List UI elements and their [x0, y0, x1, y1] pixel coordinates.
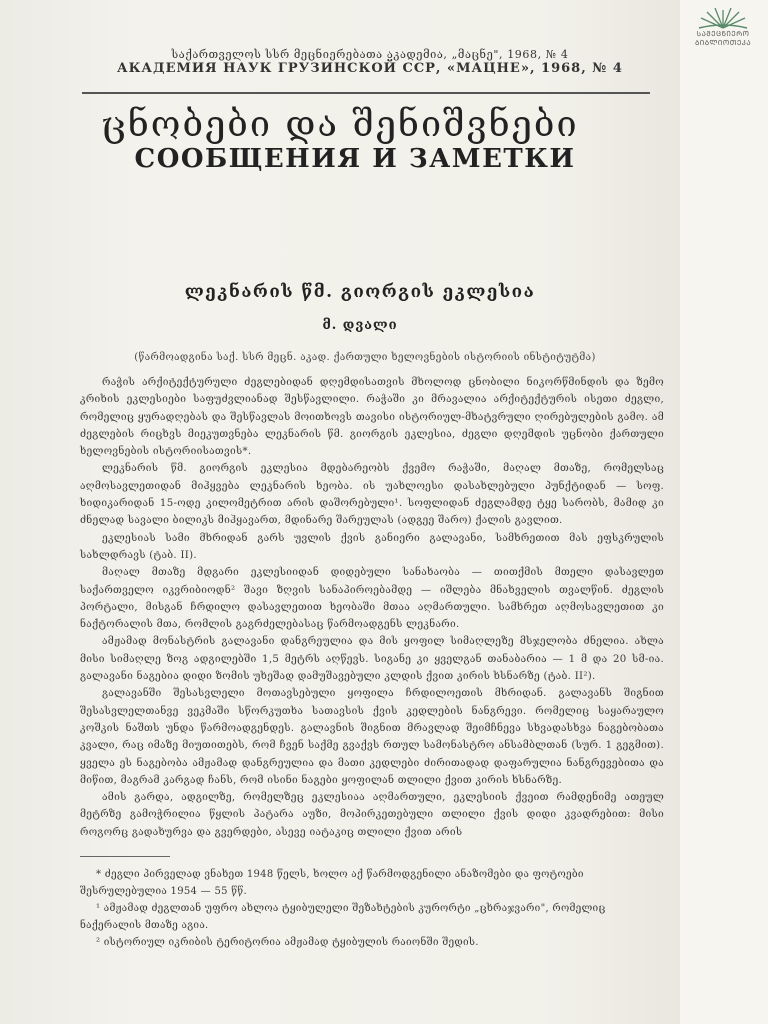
- section-title-russian: СООБЩЕНИЯ И ЗАМЕТКИ: [134, 144, 576, 174]
- footnote: ² ისტორიულ იკრიბის ტერიტორია ამჟამად ტყიბულის რაიონში შედის.: [96, 937, 479, 948]
- masthead-georgian: საქართველოს სსრ მეცნიერებათა აკადემია, „მაცნე", 1968, № 4: [171, 48, 569, 61]
- paragraph: რაჭის არქიტექტურული ძეგლებიდან დღემდისათვის მხოლოდ ცნობილი ნიკორწმინდის და ზემო კრიხის ეკლესიები საფუძვლიანად შესწავლილი. რაჭაში კი მრავალია არქიტექტურის ისეთი ძეგლი, რომელიც ყურადღებას და შესწავლას მოითხოვს თავისი ისტორიულ-მხატვრული ღირებულების გამო. ამ ძეგლების რიცხვს მიეკუთვნება ლეკნარის წმ. გიორგის ეკლესია, ძეგლი დღემდის უცნობი ქართული ხელოვნების ისტორიისათვის*.: [80, 377, 664, 458]
- footnotes: [80, 866, 664, 951]
- logo-caption-2: ᲑᲘᲑᲚᲘᲝᲗᲔᲙᲐ: [694, 39, 752, 47]
- journal-masthead: [90, 48, 650, 76]
- footnote: * ძეგლი პირველად ვნახეთ 1948 წელს, ხოლო აქ წარმოდგენილი ანაზომები და ფოტოები შესრულებულია 1954 — 55 წწ.: [80, 869, 584, 897]
- header-rule: [82, 92, 650, 94]
- article-affiliation: (წარმოადგინა საქ. სსრ მეცნ. აკად. ქართული ხელოვნების ისტორიის ინსტიტუტმა): [134, 352, 596, 363]
- scan-margin: [680, 0, 768, 1024]
- footnote-rule: [80, 856, 170, 857]
- library-logo: [686, 4, 760, 56]
- masthead-russian: АКАДЕМИЯ НАУК ГРУЗИНСКОЙ ССР, «МАЦНЕ», 1968, № 4: [117, 61, 623, 76]
- article-body: [80, 374, 664, 841]
- paragraph: ამჟამად მონასტრის გალავანი დანგრეულია და მის ყოფილ სიმაღლეზე მსჯელობა ძნელია. ახლა მისი სიმაღლე ზოგ ადგილებში 1,5 მეტრს აღწევს. სიგანე კი ყველგან თანაბარია — 1 მ და 20 სმ-ია. გალავანი ნაგებია დიდი ზომის უხეშად დამუშავებული კლდის ქვით კირის ხსნარზე (ტაბ. II²).: [80, 636, 664, 683]
- section-title-georgian: ცნობები და შენიშვნები: [101, 104, 579, 145]
- logo-caption-1: ᲡᲐᲛᲔᲪᲜᲘᲔᲠᲝ: [696, 30, 750, 38]
- paragraph: ლეკნარის წმ. გიორგის ეკლესია მდებარეობს ქვემო რაჭაში, მაღალ მთაზე, რომელსაც აღმოსავლეთიდან მიჰყვება ლეკნარის ხეობა. ის უახლოესი დასახლებული პუნქტიდან — სოფ. ხიდიკარიდან 15-ოდე კილომეტრით არის დაშორებული¹. სოფლიდან ძეგლამდე ტყე სარობს, მამიდ კი ძნელად სავალი ბილიკს მიჰყავართ, მდინარე შარეულას (ადგეე შარო) ქალის გავლით.: [80, 463, 664, 527]
- article-author: მ. დვალი: [322, 318, 398, 333]
- paragraph: ეკლესიას სამი მხრიდან გარს უვლის ქვის განიერი გალავანი, სამხრეთით მას ეფსკრულის სახლდრავს (ტაბ. II).: [80, 532, 664, 561]
- paragraph: გალავანში შესასვლელი მოთავსებული ყოფილა ჩრდილოეთის მხრიდან. გალავანს შიგნით შესასვლელთანვე ვეკმაში სწორკუთხა სათავსის ქვის კედლების ნანგრევი. რომელიც საყარაულო კოშკის ნაშთს უნდა წარმოადგენდეს. გალავნის შიგნით მრავლად შეიმჩნევა სხვადასხვა ნაგებობათა კვალი, რაც იმაზე მიუთითებს, რომ ჩვენ საქმე გვაქვს რთულ სამონასტრო ანსამბლთან (სურ. 1 გეგმით). ყველა ეს ნაგებობა ამჟამად დანგრეულია და მათი კედლები ძირითადად დაფარულია ნანგრევებითა და მიწით, მაგრამ კარგად ჩანს, რომ ისინი ნაგები ყოფილან თლილი ქვით კირის ხსნარზე.: [80, 688, 664, 786]
- paragraph: მაღალ მთაზე მდგარი ეკლესიიდან დიდებული სანახაობა — თითქმის მთელი დასავლეთ საქართველო იკვრიბიოდნ² შავი ზღვის სანაპიროებამდე — იშლება მნახველის თვალწინ. ძეგლის პორტალი, მისგან ჩრდილო დასავლეთით ხეობაში მთაა აღმართული. სამხრეთ აღმოსავლეთით კი ნაქტორალის მთა, რომლის გაგრძელებასაც წარმოადგენს ლეკნარი.: [80, 567, 664, 631]
- book-icon: [693, 4, 753, 30]
- paragraph: ამის გარდა, ადგილზე, რომელზეც ეკლესიაა აღმართული, ეკლესიის ქვეით რამდენიმე ათეულ მეტრზე გამოჭრილია წყლის პატარა აუზი, მოპირკეთებული თლილი ქვის დიდი კვადრებით: მისი როგორც გადახურვა და გვერდები, ასევე იატაკიც თლილი ქვით არის: [80, 792, 664, 838]
- article-title: ლეკნარის წმ. გიორგის ეკლესია: [184, 282, 536, 302]
- footnote: ¹ ამჟამად ძეგლთან უფრო ახლოა ტყიბულელი შეზახტების კურორტი „ცხრაჯვარი", რომელიც ნაქერალის მთაზე აგია.: [80, 903, 606, 931]
